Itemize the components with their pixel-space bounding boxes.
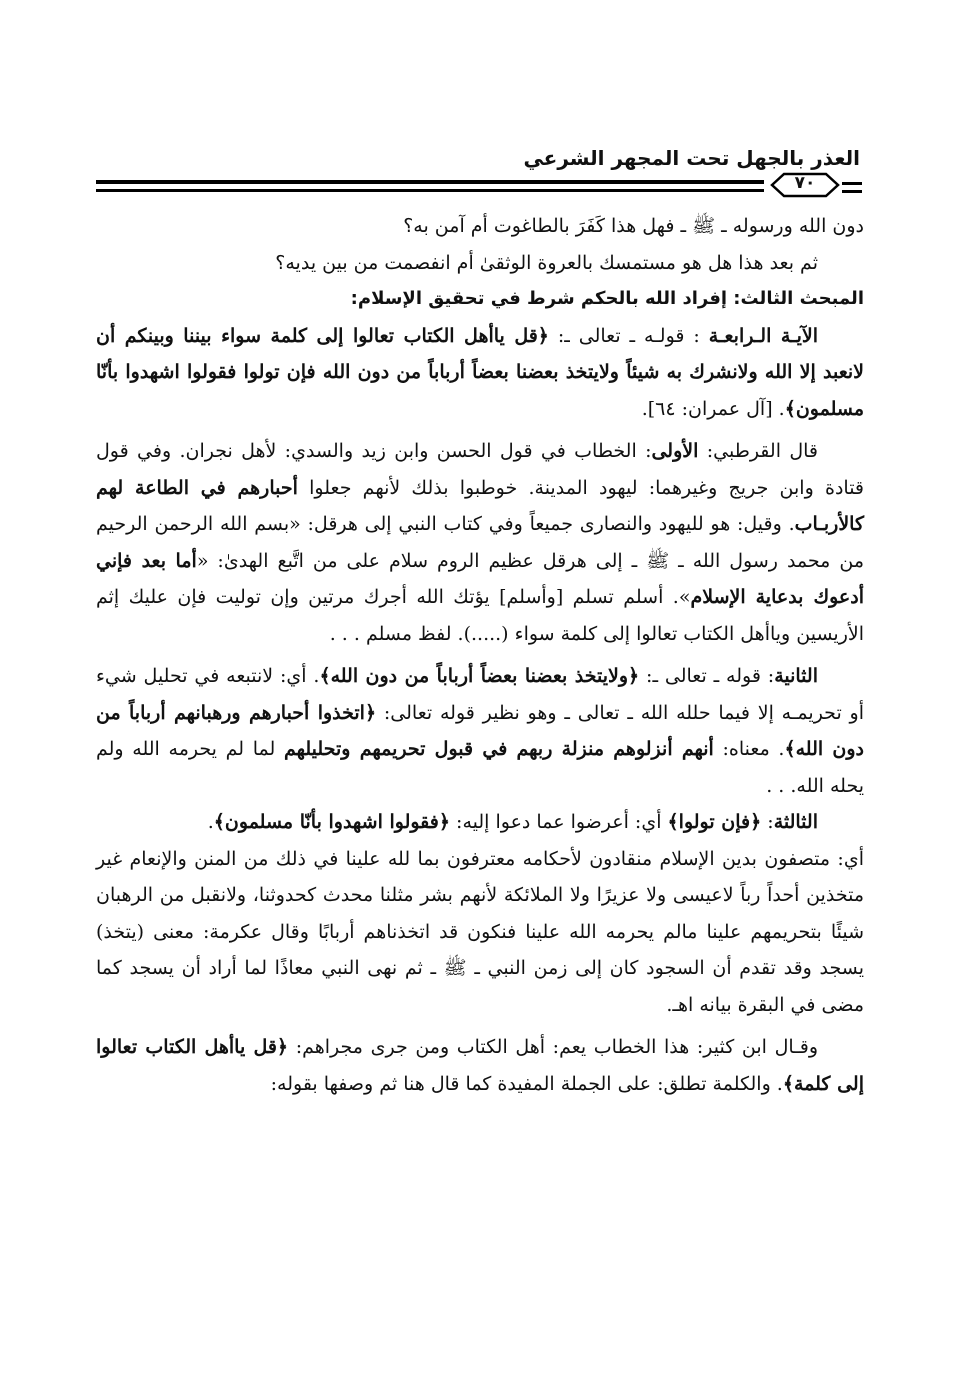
text: أي: متصفون بدين الإسلام منقادون لأحكامه معترفون بما لله علينا في ذلك من المنن والإنعام غير متخذين أحداً رباً لاعيسى ولا عزيرًا ولا الملائكة لأنهم بشر مثلنا محدث كحدوثنا، ولانقبل من الرهبان شيئًا بتحريمهم علينا مالم يحرمه الله علينا فنكون قد اتخذناهم أربابًا وقال عكرمة: معنى (يتخذ) يسجد وقد تقدم أن السجود كان إلى زمن النبي ـ ﷺ ـ ثم نهى النبي معاذًا لما أراد أن يسجد كما مضى في البقرة بيانه اهـ.	[96, 847, 864, 1016]
paragraph	[96, 658, 864, 804]
emphasis: الأولى	[651, 440, 699, 462]
paragraph	[96, 208, 864, 245]
emphasis: الآيـة الـرابعـة	[708, 324, 819, 347]
text: وقـال ابن كثير: هذا الخطاب يعم: أهل الكتاب ومن جرى مجراهم:	[288, 1036, 819, 1058]
text: قال القرطبي:	[698, 440, 818, 462]
section-heading: المبحث الثالث: إفراد الله بالحكم شرط في تحقيق الإسلام:	[350, 288, 864, 309]
page-number: ٧٠	[794, 173, 816, 193]
emphasis: الثانية	[774, 665, 818, 687]
text: . [آل عمران: ٦٤].	[641, 397, 785, 420]
header-rule-stub	[842, 182, 862, 185]
header-rule-stub	[842, 190, 862, 193]
emphasis: أما بعد فإني أدعوك بدعاية الإسلام	[96, 549, 864, 608]
page-body	[96, 208, 864, 1102]
text: ». أسلم تسلم [وأسلم] يؤتك الله أجرك مرتين وإن توليت فإن عليك إثم الأريسين وياأهل الكتاب تعالوا إلى كلمة سواء (.....). لفظ مسلم . . .	[96, 586, 864, 645]
text: دون الله ورسوله ـ ﷺ ـ فهل هذا كَفَرَ بالطاغوت أم آمن به؟	[403, 215, 864, 237]
quran-verse: ﴿اتخذوا أحبارهم ورهبانهم أرباباً من دون الله﴾	[96, 701, 865, 760]
text: .	[207, 811, 214, 833]
paragraph	[96, 318, 864, 428]
text: : قوله ـ تعالى ـ:	[639, 665, 775, 687]
paragraph	[96, 1029, 864, 1102]
emphasis: أحبارهم في الطاعة لهم كالأربـاب	[96, 476, 864, 535]
text: أي: أعرضوا عما دعوا إليه:	[450, 811, 668, 833]
paragraph	[96, 433, 864, 652]
quran-verse: ﴿فقولوا اشهدوا بأنّا مسلمون﴾	[213, 811, 451, 833]
text: لما لم يحرمه الله ولم يحله الله. . .	[96, 738, 864, 797]
paragraph	[96, 804, 864, 841]
text: . معناه:	[713, 738, 785, 760]
quran-verse: ﴿قل ياأهل الكتاب تعالوا إلى كلمة﴾	[96, 1036, 864, 1095]
running-header	[96, 140, 860, 176]
text: . وقيل: هو لليهود والنصارى جميعاً وفي كتاب النبي إلى هرقل: «بسم الله الرحمن الرحيم من محمد رسول الله ـ ﷺ ـ إلى هرقل عظيم الروم سلام على من اتَّبع الهدىٰ: «	[96, 513, 864, 572]
header-rule-thin	[96, 189, 764, 192]
header-rule-thick	[96, 180, 764, 184]
emphasis: الثالثة	[773, 811, 818, 833]
page-number-badge	[770, 170, 840, 200]
paragraph	[96, 841, 864, 1024]
quran-verse: ﴿فإن تولوا﴾	[667, 811, 762, 833]
text: : الخطاب في قول الحسن وابن زيد والسدي: لأهل نجران. وفي قول قتادة وابن جريج وغيرهما: ليهود المدينة. خوطبوا بذلك لأنهم جعلوا	[96, 440, 865, 499]
quran-verse: ﴿قل ياأهل الكتاب تعالوا إلى كلمة سواء بيننا وبينكم أن لانعبد إلا الله ولانشرك به شيئاً ولايتخذ بعضنا بعضاً أرباباً من دون الله فإن تولوا فقولوا اشهدوا بأنّا مسلمون﴾	[96, 324, 864, 420]
quran-verse: ﴿ولايتخذ بعضنا بعضاً أرباباً من دون الله﴾	[319, 665, 640, 687]
text: ثم بعد هذا هل هو مستمسك بالعروة الوثقىٰ أم انفصمت من بين يديه؟	[275, 251, 818, 274]
text: . أي: لانتبعه في تحليل شيء أو تحريمـه إلا فيما حلله الله ـ تعالى ـ وهو نظير قوله تعالى:	[96, 665, 864, 724]
emphasis: أنهم أنزلوهم منزلة ربهم في قبول تحريمهم وتحليلهم	[283, 738, 714, 760]
text: :	[761, 811, 774, 833]
running-title: العذر بالجهل تحت المجهر الشرعي	[523, 146, 860, 170]
text: : قولـه ـ تعالى ـ:	[548, 324, 709, 347]
text: . والكلمة تطلق: على الجملة المفيدة كما قال هنا ثم وصفها بقوله:	[270, 1072, 783, 1095]
paragraph	[96, 245, 864, 282]
